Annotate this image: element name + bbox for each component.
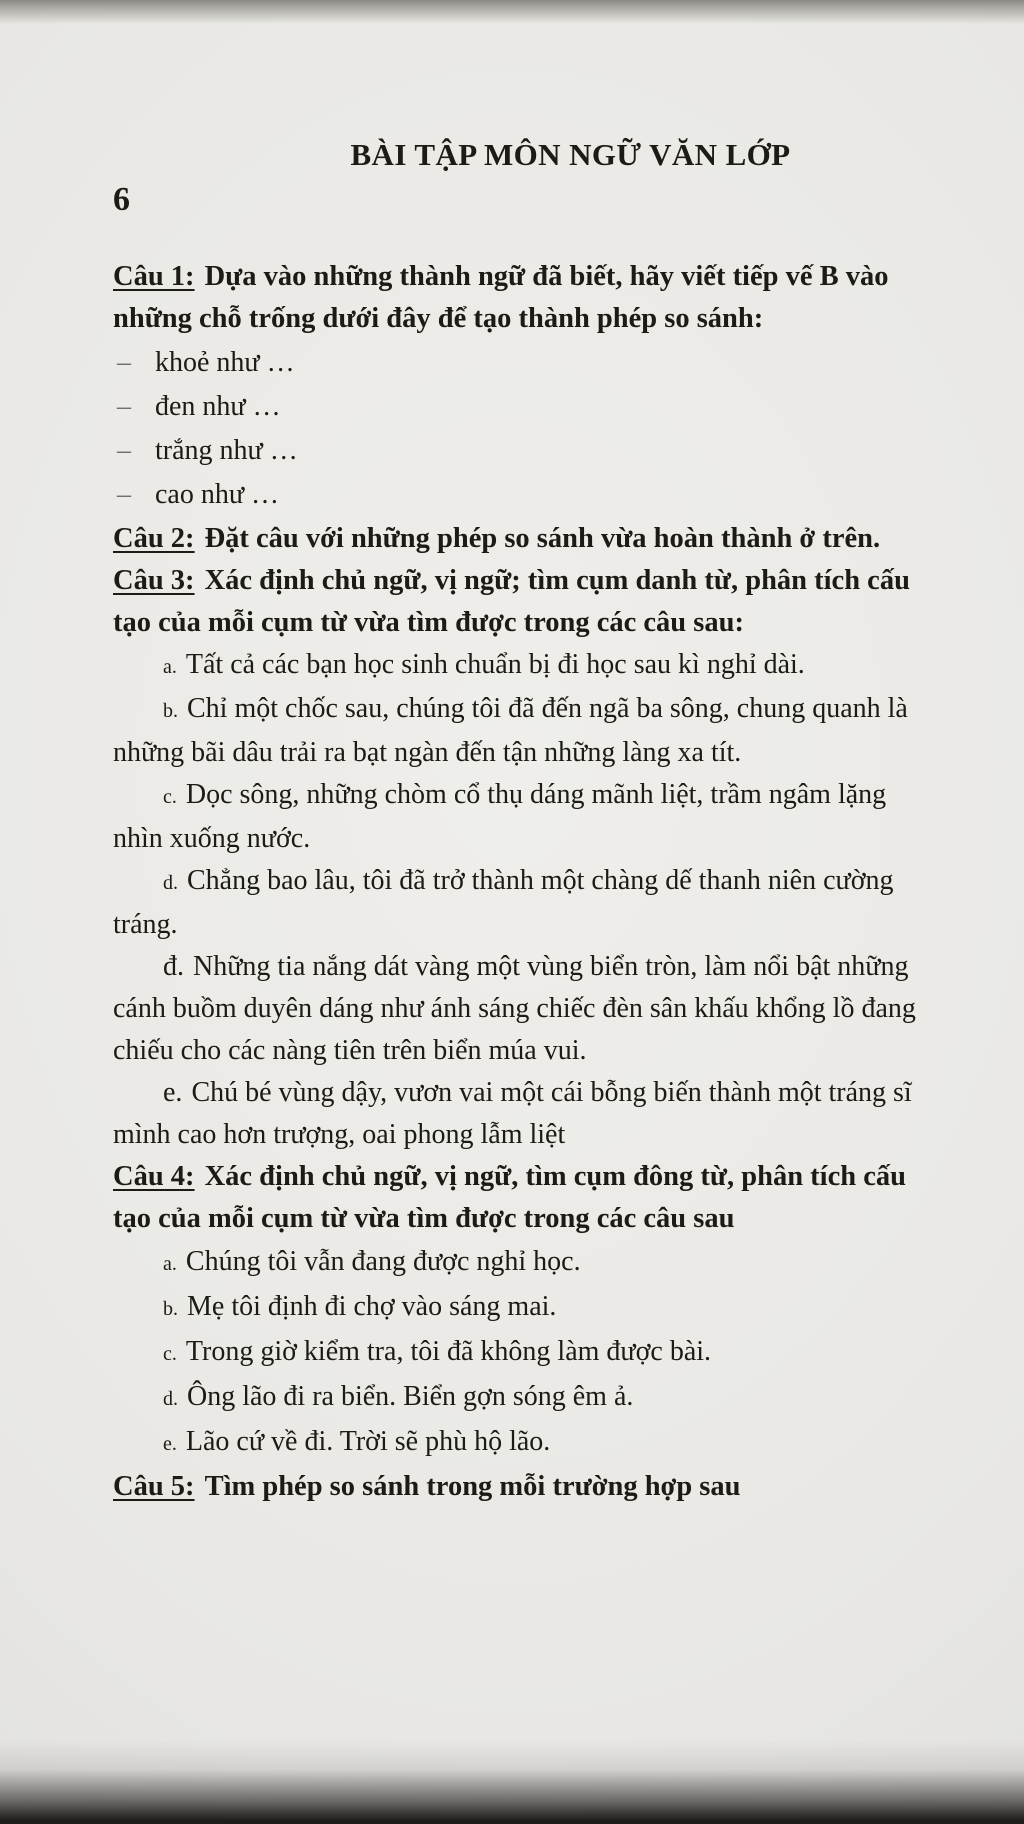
question-1-label: Câu 1: — [113, 261, 195, 292]
question-3-heading — [113, 560, 938, 644]
page-title: BÀI TẬP MÔN NGỮ VĂN LỚP — [350, 137, 791, 172]
sentence-item — [113, 1421, 938, 1465]
dash-marker: – — [117, 479, 131, 510]
sentence-item — [113, 774, 938, 860]
sentence-text: Tất cả các bạn học sinh chuẩn bị đi học sau kì nghỉ dài. — [185, 649, 805, 680]
sentence-item — [113, 1072, 938, 1156]
photo-bottom-shadow — [0, 1740, 1024, 1824]
comparison-item — [113, 342, 938, 384]
question-2-heading — [113, 518, 938, 560]
sentence-prefix: b. — [163, 1298, 178, 1320]
sentence-item — [113, 946, 938, 1072]
question-5-label: Câu 5: — [113, 1471, 195, 1502]
photo-top-shadow — [0, 0, 1024, 24]
sentence-prefix: đ. — [163, 951, 184, 982]
sentence-text: Chúng tôi vẫn đang được nghỉ học. — [185, 1246, 581, 1277]
sentence-text: Chú bé vùng dậy, vươn vai một cái bỗng biến thành một tráng sĩ mình cao hơn trượng, oai phong lẫm liệt — [113, 1077, 912, 1150]
comparison-text: trắng như … — [155, 435, 298, 466]
sentence-prefix: c. — [163, 786, 177, 808]
sentence-text: Trong giờ kiểm tra, tôi đã không làm được bài. — [185, 1336, 712, 1367]
sentence-text: Lão cứ về đi. Trời sẽ phù hộ lão. — [185, 1426, 551, 1457]
question-2-label: Câu 2: — [113, 523, 195, 554]
dash-marker: – — [117, 391, 131, 422]
sentence-text: Ông lão đi ra biển. Biển gợn sóng êm ả. — [187, 1381, 634, 1412]
comparison-text: cao như … — [155, 479, 280, 510]
sentence-prefix: a. — [163, 656, 177, 678]
sentence-item — [113, 1376, 938, 1420]
comparison-text: đen như … — [155, 391, 281, 422]
sentence-text: Chẳng bao lâu, tôi đã trở thành một chàng dế thanh niên cường tráng. — [113, 865, 894, 940]
sentence-prefix: d. — [163, 1388, 178, 1410]
comparison-item — [113, 474, 938, 516]
question-2-text: Đặt câu với những phép so sánh vừa hoàn thành ở trên. — [204, 523, 881, 554]
question-4-label: Câu 4: — [113, 1161, 195, 1192]
comparison-text: khoẻ như … — [155, 347, 295, 378]
question-5-text: Tìm phép so sánh trong mỗi trường hợp sau — [204, 1471, 741, 1502]
sentence-item — [113, 688, 938, 774]
dash-marker: – — [117, 347, 131, 378]
sentence-prefix: b. — [163, 700, 178, 722]
question-3-text: Xác định chủ ngữ, vị ngữ; tìm cụm danh từ, phân tích cấu tạo của mỗi cụm từ vừa tìm được trong các câu sau: — [113, 565, 910, 638]
grade-number: 6 — [113, 181, 130, 218]
sentence-item — [113, 860, 938, 946]
sentence-prefix: d. — [163, 872, 178, 894]
sentence-prefix: e. — [163, 1433, 177, 1455]
sentence-prefix: c. — [163, 1343, 177, 1365]
sentence-text: Dọc sông, những chòm cổ thụ dáng mãnh liệt, trầm ngâm lặng nhìn xuống nước. — [113, 779, 887, 854]
sentence-text: Những tia nắng dát vàng một vùng biển tròn, làm nổi bật những cánh buồm duyên dáng như ánh sáng chiếc đèn sân khấu khổng lồ đang chiếu cho các nàng tiên trên biển múa vui. — [113, 951, 916, 1066]
comparison-item — [113, 430, 938, 472]
sentence-prefix: a. — [163, 1253, 177, 1275]
sentence-item — [113, 1331, 938, 1375]
dash-marker: – — [117, 435, 131, 466]
question-1-heading — [113, 256, 938, 340]
question-1-text: Dựa vào những thành ngữ đã biết, hãy viết tiếp vế B vào những chỗ trống dưới đây để tạo thành phép so sánh: — [113, 261, 889, 334]
sentence-item — [113, 1241, 938, 1285]
sentence-item — [113, 1286, 938, 1330]
question-4-heading — [113, 1156, 938, 1240]
sentence-prefix: e. — [163, 1077, 183, 1108]
question-5-heading — [113, 1466, 938, 1508]
question-4-text: Xác định chủ ngữ, vị ngữ, tìm cụm đông từ, phân tích cấu tạo của mỗi cụm từ vừa tìm được trong các câu sau — [113, 1161, 906, 1234]
comparison-item — [113, 386, 938, 428]
sentence-text: Mẹ tôi định đi chợ vào sáng mai. — [187, 1291, 557, 1322]
question-3-label: Câu 3: — [113, 565, 195, 596]
sentence-item — [113, 644, 938, 688]
sentence-text: Chỉ một chốc sau, chúng tôi đã đến ngã ba sông, chung quanh là những bãi dâu trải ra bạt ngàn đến tận những làng xa tít. — [113, 693, 908, 768]
